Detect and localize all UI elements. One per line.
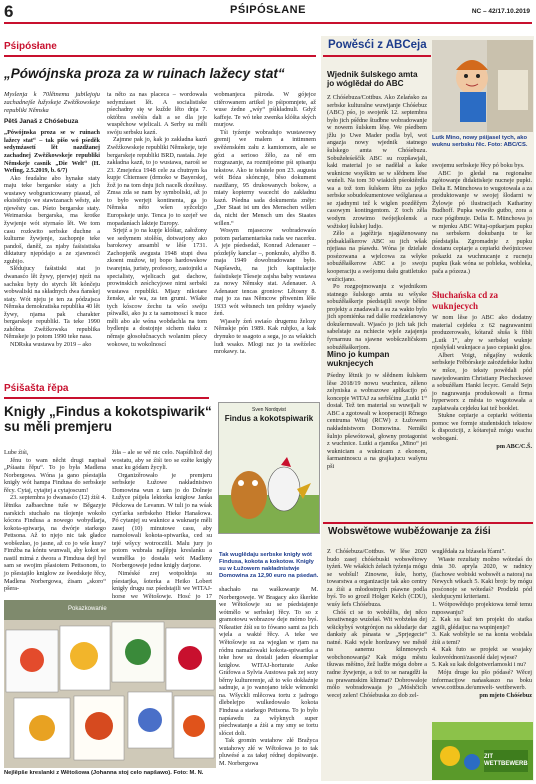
paragraph: Albert Voigt, něgajšny wuknik serbskeje Frěbórskeje założdeňske ludtu w mšce, jo teksty powědali pód nawjedowanim Christiany Piecheckowe a sobuźěłam Hanki lecyrc. Gerald Sejn jo nagrawanja produkowałi a firma hyperworx z města to wugotowała a zaplatwała cejdeku kai tež booklet. bbox=[432, 351, 532, 412]
article-continuation bbox=[219, 586, 318, 782]
article-column-1 bbox=[4, 91, 100, 371]
paragraph: Wiaste rezultaty možno wótedaś do dnia 30. apryla 2020, w radnicy (fachowe wobiski wobswět a natora) na Newych wikach 5. Kaki brojc by mógu posćonoje se wótedaś? Prodizki pód sledujucymi kriteriami. bbox=[432, 555, 532, 601]
list-item: 3. Kak wobštyle se na konta wobdala źiśi a temi? bbox=[432, 631, 532, 646]
paragraph: žiła – ale se wě nic celo. Napśibliož dej wostatu, aby se źiśi teo se ezěte knigły snaz ku gódam žycyli. bbox=[112, 449, 212, 472]
sidebar-column-1 bbox=[327, 94, 427, 351]
sidebar-article-title: Wobswětowe wuběźowanje za źiśi bbox=[328, 526, 491, 537]
banner-text: ZIT WETTBEWERB bbox=[484, 754, 528, 767]
sidebar-column-6 bbox=[432, 548, 532, 718]
list-item: 2. Kak su kaž ten projekt do statka zgjili, glédaijuc na wupinjenje? bbox=[432, 616, 532, 631]
section-label: Pśišašta řěpa bbox=[4, 383, 69, 394]
book-cover-image bbox=[218, 402, 320, 534]
paragraph: Slědujucy faśistiski stat jo dwanasćo lět žywy, pjerwjej njeźi na sachsku byty do styrch lět kónčeju wobwaliski na składnych dwa ňanskej staty. Wót njeju je ten za pódzajsca Němska demokratiska republika 40 lět žywy, njama pak charakter bergarskeje republiki. Ta teke 1990 zahóbna Zwěźkowska republika Němskeje jo potom 1990 teke nasa. bbox=[4, 265, 100, 341]
page-number: 6 bbox=[4, 2, 14, 21]
puppet-illustration bbox=[432, 40, 533, 132]
book-title: Findus a kokotspiwarik bbox=[224, 414, 314, 423]
paragraph: Zělo a jagéžirja njagáženowany pódsaklaškerow ABC su jich wšak njejiasa na pśawdu. Wóna je dzielałe posézowana a wjelcowa za wšyke sobuźěłaškerow ABC a jo swoju kooperaciju a swójomu dašu gratiletuko wuźicijano. bbox=[327, 230, 427, 283]
section-label: Pśipósłane bbox=[4, 41, 57, 52]
book-author: Sven Nordqvist bbox=[252, 407, 286, 413]
sidebar-column-5 bbox=[327, 548, 427, 780]
sidebar-article-title: Wjednik šulskego amta jo wóglědał do ABC bbox=[327, 70, 418, 89]
paragraph: Z Chóśebuza/Cottbus. W lěse 2020 budo zasej chóśebuski wobswětowy tyźeń. We wšakich źełach tyźenja mógu se wobšul! Zinowne, šule, horty, towarstwa a organizacije tak ako centry za źiśi a młodostnych pśawne podla byś. To so grozil Holger Kelch (CDU), wuśy šefs Chóśebuza. bbox=[327, 548, 427, 608]
paragraph: Niméské zrеj wotpoldnja su pśestarjka, šoterka a Heiko Lobert knigły drugu raz pśedstajili we WITAJ-horse we Wětošowje. Hosć jo 17 bbox=[112, 570, 212, 600]
sidebar-column-3 bbox=[327, 372, 427, 522]
paragraph: Wosym mjasecow wobradowaśo potom parlamentariska rada we nacerku. A jeje pśedsedaž, Konrad Adenauer – pózdejšy kanclar –, ponknuło, alyžbo 8. maja 1949 dowobradowane było. Napšawdu, na jich kapitulacije faśistiskeje Tšeseje zajsha baby wustawa za nowy Němsky stat. Adenauer. A Adenauer tencas groniow: Lětosny 8. maj jo za nas Němcow přiwenim lěše 1933 wót wětsnech ten prědny wjasely źeń. bbox=[214, 227, 316, 318]
sidebar-rule bbox=[323, 55, 431, 57]
sidebar-column-4 bbox=[432, 314, 532, 519]
paragraph: Stukne cepiarje a cepiarki wótienta pomoc we formje studentskich tekstow k dispoziciji, z kótarejuž mógu wachu woboganí. bbox=[432, 412, 532, 442]
paragraph: Ako feudalne abo hynake staty maju teke bergarske staty a jich wustawy wobgranicowany piasud, zě eksistěrujo we stawizanach wěsty, ale njewěsty cas. Pśeto bergarske staty. Weimarska bergarska, ma krotke žywjenje wót styrnaśo lět. We tom casu rozkwito serbske duchne a kulturne žywjenje, zachopnje teke pandoš, daněž, za njaby faśisistiska diktatury njepódajo a ze zjawnosći zgubijo. bbox=[4, 174, 100, 265]
byline: pm mjeto Chóśebuz bbox=[479, 691, 532, 699]
drawings-illustration bbox=[4, 600, 216, 768]
article-column-3 bbox=[214, 91, 316, 371]
section-rule bbox=[4, 397, 209, 399]
paragraph: 23. septembra jo dwanasćo (12) źiśi 4. lětnika załbaechne tuše w Běgazyje narskich stuchało na tšojenje wokoło kócora Findusa a nowego wobydlarja, kokota-spiwarja, na dwórje starkego Pettsona. Až to njejo nic tak gładce wobšezłao, jo jasne, až co jo wše kusy? Fimžba na kóntu wunwali, aby kokot se nastil mimá z dwora a Fimdusa dejł byl sam se swojim pšasiotem Pettsonom, to jo pšestajiło knigłow ze šwedskeje řěcy, Madlena Norbergowa, źisam „skoro“ pšera- bbox=[4, 494, 106, 593]
article-column-2 bbox=[112, 449, 212, 600]
list-item: 1. Wótpowědujo projektowa temě temu ruposwanju? bbox=[432, 600, 532, 616]
paragraph: W nom lěse jo ABC ako dodatny material cejdeku z 62 nagrawanimi produzerowało, kótaraž słuša k fibli „Lutk 1“, aby w serbskej wuknje njeslyšali wuknjace a jaso cepiaski glos. bbox=[432, 314, 532, 352]
banner-illustration bbox=[432, 722, 533, 780]
paragraph: wobmanjeca pśirodа. W gójejce citěrowanem artikel jo pśipomnjete, až wuse źedne „wśy“ pśikładnuli. Gdyž kaffeje. Te wó teke zwenka klóšta ských murjow. bbox=[214, 91, 316, 129]
sidebar-column-2 bbox=[432, 162, 532, 287]
paragraph: Tśi tyźenje wobradujo wustawowy gremij we malem a intimnem swěźenském zału z kamiomom, ale se gózi a serioso žělo, za ně em rozgrazanje, za rozmijeóme pśi spisanju tekstow. Ako te tekstele pon 23. augusta wót Bóza skóncnje, běso dokument nazdžany, 95 drukowanych bokow, a miaty kopterny wacecht do zakładnu kazń. Pśedna sada dokumenta zněje: „Der Staat ist um des Menschen willen da, nicht der Mensch um des Staates willen.“ bbox=[214, 128, 316, 227]
article-lead: Myslenja k 70lětnemu jubilejoju zachadnejše łužyskeje Zwěźkowskeje republiki Němska bbox=[4, 91, 100, 114]
drawings-label: Pokazkowanie bbox=[68, 606, 107, 612]
paragraph: Tak gromin wutahow złé Bražyca wutahowy złé w Wětošowa jo to tak pluwésé a za takej rédnej dopśiwanje. M. Norbergowa bbox=[219, 737, 318, 767]
paragraph: wuglědała za biźasela řćami". bbox=[432, 548, 506, 555]
byline: pm ABC/C.Š. bbox=[496, 442, 532, 450]
paragraph: NDRska wustawa by 2019 – ako bbox=[10, 341, 92, 348]
paragraph: Po rozgpojmowanju z wjednikom statnego šulskego amta su wšyske sobuźěłaškerje pśedstajili swoje běšne projekty a znadawali a su za wakto bylo jich spomiénka rad dalše rozdzielanowy dokušernuwali. Wjasćo jo jich tak jich sabelstaje za nchiecie wjele zajajenja fyrnarnuu na sjawne wobšczeličskom sobuźěłaškerjom. bbox=[327, 283, 427, 351]
paragraph: Z Chóśebuza/Cottbus. Ako Zelańsko za serbske kulturalne wuwijanje Chóśebuz (ABC) pśo, jo swojeńk 12. septembra było jich pśědne študbne wobradowanje w nowem šulskem lěsę. We pśedbem jžlu jo Uwe Mader podla byl, wot angazja nowy wjednik statnego šulskego amta w Chóśebuzu. Sobužełeśeščík ABC su rozpšawjali, kaki material jo se nadělał a kake wuknicne wsyškim se w slědnem lěse wuńeli. Na tom 30 wiakich pśeoktěrdla wa a tož tom šulskem lětu za jejko serbske sobudokumentowe wólglarasa a se zjadnymi tež k wiglen pozděžym casowym kontingentom. Z toch zěla wodym zrowimo twójejkolensk a wsžiskej šulskej ludjo. bbox=[327, 94, 427, 230]
paragraph: Srjejź a jo na kupje klóštar, załožony we sedymem stolěśu, dotwarjony ako barokowy ansambl w lěśe 1731. Zachopjeńk awgusta 1948 stupi dwa zkoent mužow, tej bopo hardowskow twarejnia, juristy, profesory, zastojniki a specialisty, wjelicach gat dachow, prowinskich ześchcyjowe nimi serbski wustawa republiki. Mjazy nikotare ženske, ale wa, za ten grumi. Wšake tych kóscow źechu ta wšo swóju pśiwalki, ako ju z ta samotnoscí k nuce měli abo ale wóna wobdachla na tom bydlenju a dostojnje sichem tłaku z němsje głosolučnacych wolanim pšecy wokowe, tu wokolnoscí bbox=[107, 227, 207, 348]
header-rule bbox=[4, 22, 532, 24]
paragraph: Zajmne pak jo, kak jo zakładna kazń Zwěźkowskeje republiki Němskeje, teje bergarskeje republiki BRD, nastała. Jeje zakładna kazń, to jo wustawa, narośi se 23. Zmejeńca 1948 cele za chutnym ka kupje Chiemsee (drmoko w Bayerskej, žož jo na tom dnju jich nacelk dozélusy. Zmsa zda se nam by symboliski, až jo to było werjejt kontinenta, ga jo Němska něto wšen syžcelzjo Europskeje unje. Tenca jo to szejeř we mopadaníach lakteje Europy. bbox=[107, 136, 207, 227]
section-rule bbox=[4, 55, 316, 57]
paragraph: Móju druge ku pšo pódasé? Wěcej informacijow nańaskaszo na boku www.cottbus.de/umwelt- wettbewerb. bbox=[432, 669, 532, 692]
children-drawings-photo bbox=[4, 600, 216, 768]
photo-caption: Nejlěpše kreslanki z Wětošowa (Johanna stoj celo napšawo). Foto: M. N. bbox=[4, 770, 204, 776]
article-column-2 bbox=[107, 91, 207, 371]
list-item: 5. Kak su kak dolgotwerlamoski i nu? bbox=[432, 661, 526, 669]
article-column-1 bbox=[4, 449, 106, 592]
paragraph: Chóś ci se to wobźělis, dej něco kreatiwnego wuźełaś. Wit wobżełas dej wšickybyś wotgrónjon na skludarje dar danksty ak pśnasta w „Sprjegecie“ natné. Kaki wjele hordzawy we městě na aanemu kilnmowych wobchonowanja? Kak mógu městu tšuwas měśtno, žež ludže mógu dobre a radne žywjenje, a tož to se naragdži ła na prawamskim klinmat? Dobrowaloje mólo wobradowaaja jo „Móshčicíh wecej zelen! Chóśebuska zo dob zel- bbox=[327, 608, 427, 699]
lutk-mino-photo bbox=[432, 40, 533, 132]
issue-number: NC – 42/17.10.2019 bbox=[471, 8, 530, 15]
competition-banner bbox=[432, 722, 533, 780]
book-caption: Tak wuglědaju serbske knigły wót Findusa, kokota a kokotow. Knigły su w Łužowem nakładnistwje Domowina za 12,90 euro na pśedań. bbox=[219, 552, 319, 579]
paragraph: Pśedny lětnik jo w slědnem šulskem lěse 2018/19 nowu wuchnicu, zěleno zelyniska a wobrazowe aplikacijo pó koncepje WITAJ za serbšćinu „Lutki 1“ dostał. Tež ten material su wuwijali w ABC a zgotowali w kooperaciji Rčnego centruma Witaj (RCW) z Łužowem nakładnistwom Domowina. Nemški šulnjo pšewótował, głowny protagonist z wuchnice. Lutki a rjamika „Mino“ jei wukniciam a wuknicam z ekonom, šarmantnoscu a na grajkajucu wašynu pši bbox=[327, 372, 427, 470]
paragraph: swojemu serbskeje řěcy pó boku bys. bbox=[432, 162, 525, 169]
newspaper-section-title: PŚIPÓSŁANE bbox=[230, 4, 306, 16]
sidebar-title: Powěsći z ABCeja bbox=[328, 39, 427, 51]
sidebar-rule bbox=[323, 522, 533, 524]
lutk-mino-caption: Lutk Mino, nowy pśijasel tych, ako wuknu serbsku řěc. Foto: ABC/CS. bbox=[432, 135, 528, 148]
paragraph: ta něto za nas placeca – wordowała sedymźaset lět. A socialistiske pśechadny się w kužde lěto dnja 7. októbra swěśis dali a se dla jeje wuspěchow wjelicali. A Serby su měli swóju serbsku kazń. bbox=[107, 91, 207, 136]
paragraph: Organizěrowało je premjeru serbskeje Łužowe nakładnistwo Domowina wun z tam jo do Dolnejе Łužyce pśijeła lektorka knigłow Janka Pěckowa de Levanın. W tuli jo na wśak cyrťarka serbskeho Hieke Hanašowa. Pó cytanjej su wuknice a wuknarje měli zasej (10) minutowe casu, aby namolowali kokota-spiwarika, ced su tejé wšycy wotrocziili. Malu jury jo potom wubrała najlěpju kreslanku a wumělka jo dostała wót Madleny Norbergoweje jedne knigły darjone. bbox=[112, 471, 212, 570]
paragraph: „Pówójnska proza se w ruinach lažecy stat“ – tak pišo wó pśeděk sedymźasetí lět nazdžanej zachadnej Zwěźkowskeje republiki Němskeje casnik „Die Welt“ (H. Wefing, 2.5.2019, b. 6/7) bbox=[4, 129, 100, 175]
paragraph: Wjasely źeń swiaśo drugemu želozy Němskje pón 1989. Kak ruhjko, a kak drynuko te ssagoto a sega, jo za wšakich ludi wsako. Mlogi raz jo ta swěźelec mrokawy. ta. bbox=[214, 317, 316, 356]
paragraph: Lube źiśi, bbox=[4, 449, 29, 456]
article-author: Pětš Janaš z Chóśebuza bbox=[4, 118, 79, 126]
paragraph: shachało na waškowanje M. Norbergoweje. W Bragacy ako škerkte we Wětošowje su se pśedstajenje wótmělo w serbskej řěcy. To so z gramotowu wobrazow deje mórno byś. Nikeatier źiśi su to fówano sami za jich wjela a wakté řěcy. A teke we Wětošowje su za wjeglan w rjam na ródnu namaźowaki kokota-spiwarika a teke how su dostali jaden eksemplar knigłow. WITAJ-horturate Anke Gráfowa a Sylvia Austowa pak zej sezy běrny kulturerenje, až to wšo dokłaźnje sadnuje, a jo wanojano tekle wšmonki na. Wšyckli mlěcowa tortu z jadrogo dlebelejpo wulkedowalo kokota Findusa a starkego Pettsona. To jo było napśawdu za wšyknych super pśechwatanje a źiśi a my smy se tortu slócei doli. bbox=[219, 586, 318, 737]
article-title: Knigły „Findus a kokotspiwarik“ su měli premjeru bbox=[4, 404, 212, 434]
list-item: 4. Kak futo se projekt se wssjaky kulovrédnoni/zasonlé dalej wjese? bbox=[432, 646, 532, 661]
sidebar-article-title: Mino jo kumpan wuknjecych bbox=[327, 350, 390, 369]
article-title: „Pówójnska proza za w ruinach lažecy stat“ bbox=[4, 66, 285, 81]
paragraph: ABC jo gledał na regionalne zgótowanje didaktiskeje nucneje pupki. Delia E. Münchowa to wugotowala a za produktowanje w swojej šlodarni w Žylowje pó ilustracijach Kathariny Budhoff. Pupka wuwiło gutbo, zora a ruce pógibnuje. Delia E. Münchowa jo w mjenku ABC Witaj-optkarjam pupku na serbskem dokubanju te ke pśedstajiła. Zgromadnje z pupku dostanu cepiarje a cepiarki dwójnicowe pokazki za wuchnucanje z rucneju pupku (kak wóna se pobleka, wobleka, pača a pózeza.) bbox=[432, 169, 532, 275]
paragraph: Jěnu to wam něcht drugi napisał „Pśiaatu řěpu“. To jo była Madlena Norbergowa. Wóna ja gano pśestajiła knigły wót hampa Findusa do serbskeje řěcy. Cytaj, cytajtej a cytajoscum! bbox=[4, 456, 106, 494]
sidebar-article-title: Słuchańska cd za wuknjecych bbox=[432, 290, 499, 311]
